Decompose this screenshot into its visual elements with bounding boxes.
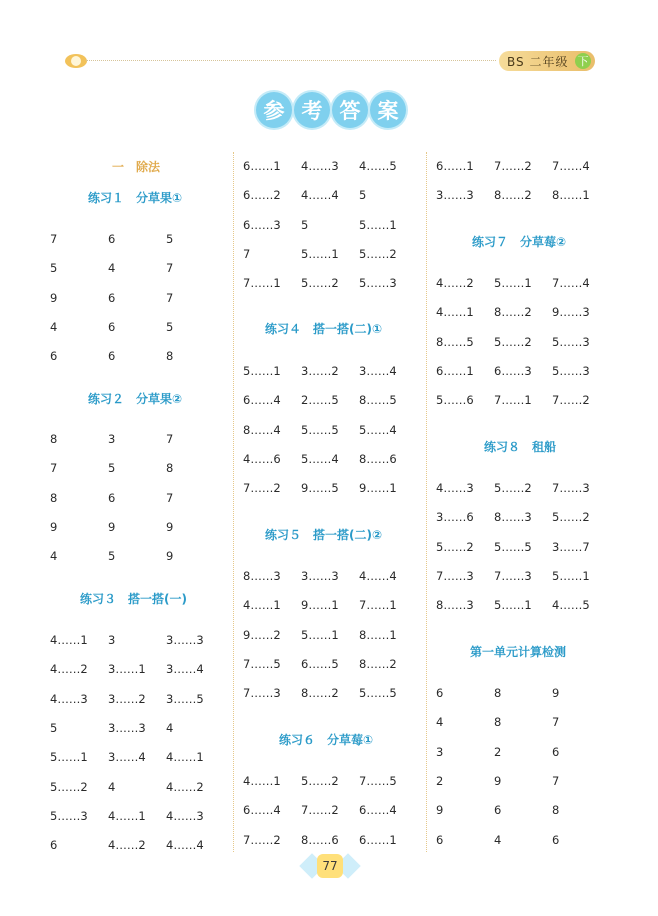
answer-cell: 9 [552, 686, 560, 700]
column-divider [426, 152, 427, 852]
answer-row [243, 481, 417, 495]
answer-cell: 6……4 [243, 803, 281, 818]
answer-cell: 8……5 [359, 393, 397, 408]
answer-cell: 4……4 [301, 188, 339, 203]
answer-cell: 7……5 [359, 774, 397, 788]
answer-cell: 3 [108, 633, 116, 647]
answer-row [436, 774, 610, 788]
answer-cell: 4……3 [301, 159, 339, 173]
answer-cell: 4 [166, 720, 174, 735]
answer-cell: 9……1 [359, 481, 397, 496]
answer-row [436, 481, 610, 495]
answer-cell: 4……6 [243, 451, 281, 466]
answer-cell: 8……5 [436, 334, 474, 349]
answer-cell: 5 [301, 217, 309, 232]
answer-cell: 5……2 [301, 276, 339, 291]
answer-cell: 5……3 [359, 276, 397, 291]
answer-cell: 8……4 [243, 422, 281, 437]
answer-row [243, 774, 417, 788]
answer-row [50, 662, 224, 676]
answer-row [436, 715, 610, 729]
answer-cell: 8……3 [436, 598, 474, 613]
answer-row [436, 335, 610, 349]
answer-cell: 5……2 [301, 774, 339, 788]
answer-cell: 4 [494, 832, 502, 847]
answer-row [243, 276, 417, 290]
answer-cell: 8……3 [243, 569, 281, 583]
answer-row [50, 432, 224, 446]
answer-cell: 3……1 [108, 662, 146, 677]
answer-cell: 3……5 [166, 691, 204, 706]
answer-row [50, 809, 224, 823]
answer-cell: 6 [108, 290, 116, 305]
answer-cell: 7 [50, 461, 58, 476]
answer-row [436, 833, 610, 847]
answer-row [50, 838, 224, 852]
answer-cell: 5……2 [359, 246, 397, 261]
answer-cell: 4 [108, 779, 116, 794]
section-heading: 练习２ 分草果② [88, 392, 183, 406]
answer-cell: 6 [108, 349, 116, 364]
answer-cell: 5……2 [436, 539, 474, 554]
answer-cell: 9 [166, 519, 174, 534]
answer-cell: 5……3 [552, 363, 590, 378]
answer-cell: 4 [50, 319, 58, 334]
answer-cell: 7……1 [359, 598, 397, 613]
page-number-badge [303, 852, 357, 880]
answer-row [436, 745, 610, 759]
answer-cell: 2……5 [301, 393, 339, 408]
answer-cell: 5……4 [301, 451, 339, 466]
answer-row [50, 349, 224, 363]
answer-cell: 8……1 [552, 188, 590, 203]
answer-row [436, 159, 610, 173]
answer-cell: 7……5 [243, 656, 281, 671]
answer-cell: 6 [50, 838, 58, 853]
answer-cell: 7……1 [494, 393, 532, 408]
answer-row [50, 750, 224, 764]
answer-cell: 4 [50, 549, 58, 564]
answer-cell: 6 [436, 832, 444, 847]
answer-cell: 5 [108, 549, 116, 564]
answer-cell: 4……4 [359, 569, 397, 583]
answer-cell: 5……2 [494, 481, 532, 495]
answer-cell: 9……3 [552, 305, 590, 320]
answer-cell: 4 [108, 261, 116, 276]
section-heading: 练习６ 分草莓① [279, 733, 374, 747]
answer-row [243, 423, 417, 437]
answer-cell: 7……2 [552, 393, 590, 408]
answer-cell: 7……2 [243, 832, 281, 847]
answer-cell: 4……1 [436, 305, 474, 320]
answer-cell: 7 [243, 246, 251, 261]
semester-badge: 下 [575, 53, 591, 69]
title-char: 参 [256, 92, 292, 128]
answer-cell: 7……3 [243, 686, 281, 701]
answer-row [436, 188, 610, 202]
answer-row [436, 276, 610, 290]
answer-cell: 6……3 [243, 217, 281, 232]
answer-cell: 5……3 [552, 334, 590, 349]
section-heading: 练习１ 分草果① [88, 191, 183, 205]
answer-cell: 8 [50, 490, 58, 505]
title-char: 答 [332, 92, 368, 128]
answer-cell: 6……1 [436, 363, 474, 378]
answer-cell: 8 [50, 432, 58, 446]
answer-row [50, 780, 224, 794]
answer-cell: 7 [166, 290, 174, 305]
answer-cell: 2 [494, 744, 502, 759]
answer-cell: 6……4 [359, 803, 397, 818]
answer-cell: 5 [50, 720, 58, 735]
answer-cell: 7……4 [552, 276, 590, 290]
grade-label: BS 二年级 [507, 54, 569, 69]
answer-cell: 7……3 [552, 481, 590, 495]
answer-row [243, 628, 417, 642]
answer-cell: 6……4 [243, 393, 281, 408]
answer-cell: 4……1 [243, 598, 281, 613]
answer-cell: 5……1 [552, 568, 590, 583]
answer-cell: 8 [494, 715, 502, 730]
answer-cell: 7 [552, 773, 560, 788]
answer-cell: 5……2 [50, 779, 88, 794]
answer-cell: 9 [436, 803, 444, 818]
answer-cell: 6 [552, 744, 560, 759]
answer-cell: 8 [166, 461, 174, 476]
answer-cell: 7 [166, 261, 174, 276]
answer-cell: 7 [552, 715, 560, 730]
answer-cell: 7……2 [243, 481, 281, 496]
answer-cell: 4……2 [166, 779, 204, 794]
answer-cell: 6 [108, 319, 116, 334]
answer-cell: 9……1 [301, 598, 339, 613]
answer-cell: 7……2 [301, 803, 339, 818]
answer-cell: 9 [50, 290, 58, 305]
answer-cell: 6 [108, 490, 116, 505]
answer-row [243, 803, 417, 817]
answer-cell: 5……2 [552, 510, 590, 525]
answer-cell: 8……2 [301, 686, 339, 701]
answer-cell: 8……6 [359, 451, 397, 466]
answer-row [243, 833, 417, 847]
answer-cell: 4 [436, 715, 444, 730]
answer-cell: 3……3 [166, 633, 204, 647]
answer-row [50, 692, 224, 706]
answer-cell: 4……1 [243, 774, 281, 788]
answer-row [50, 633, 224, 647]
answer-row [243, 188, 417, 202]
answer-row [436, 598, 610, 612]
page-number: 77 [317, 854, 343, 878]
answer-cell: 9……5 [301, 481, 339, 496]
section-heading: 练习５ 搭一搭(二)② [265, 528, 383, 542]
answer-row [50, 291, 224, 305]
answer-cell: 5 [166, 319, 174, 334]
answer-cell: 8……2 [494, 188, 532, 203]
answer-cell: 4……3 [436, 481, 474, 495]
answer-cell: 6……2 [243, 188, 281, 203]
answer-cell: 5……2 [494, 334, 532, 349]
answer-cell: 3 [108, 432, 116, 446]
answer-cell: 8……6 [301, 832, 339, 847]
answer-cell: 7……1 [243, 276, 281, 291]
answer-cell: 3……3 [108, 720, 146, 735]
answer-row [436, 305, 610, 319]
column-divider [233, 152, 234, 852]
answer-cell: 3 [436, 744, 444, 759]
answer-row [50, 491, 224, 505]
answer-cell: 8……1 [359, 627, 397, 642]
answer-row [436, 510, 610, 524]
answer-cell: 7……3 [436, 568, 474, 583]
answer-cell: 9 [166, 549, 174, 564]
section-heading: 第一单元计算检测 [470, 645, 567, 659]
answer-cell: 6 [552, 832, 560, 847]
title-char: 考 [294, 92, 330, 128]
title-char: 案 [370, 92, 406, 128]
answer-cell: 5……1 [243, 364, 281, 378]
answer-row [243, 218, 417, 232]
answer-cell: 9 [494, 773, 502, 788]
answer-cell: 7 [50, 232, 58, 246]
answer-row [243, 247, 417, 261]
answer-cell: 4……2 [108, 838, 146, 853]
answer-cell: 5……5 [301, 422, 339, 437]
answer-cell: 7……2 [494, 159, 532, 173]
answer-cell: 3……2 [301, 364, 339, 378]
answer-cell: 9……2 [243, 627, 281, 642]
answer-cell: 3……6 [436, 510, 474, 525]
answer-row [436, 393, 610, 407]
section-heading: 练习３ 搭一搭(一) [80, 592, 187, 606]
answer-cell: 5……1 [50, 750, 88, 765]
answer-cell: 6 [494, 803, 502, 818]
answer-cell: 4……5 [552, 598, 590, 613]
answer-row [50, 520, 224, 534]
answer-cell: 3……3 [301, 569, 339, 583]
answer-row [436, 569, 610, 583]
answer-cell: 5……1 [359, 217, 397, 232]
answer-row [436, 364, 610, 378]
answer-row [243, 569, 417, 583]
answer-cell: 5……1 [494, 598, 532, 613]
answer-cell: 6……1 [436, 159, 474, 173]
answer-cell: 6……1 [243, 159, 281, 173]
answer-cell: 5……1 [494, 276, 532, 290]
answer-row [243, 159, 417, 173]
answer-cell: 3……2 [108, 691, 146, 706]
answer-cell: 5 [359, 188, 367, 203]
answer-cell: 7 [166, 490, 174, 505]
answer-row [50, 549, 224, 563]
answer-cell: 8 [166, 349, 174, 364]
answer-cell: 5……1 [301, 627, 339, 642]
answer-row [50, 461, 224, 475]
answer-row [243, 686, 417, 700]
answer-cell: 7……4 [552, 159, 590, 173]
answer-cell: 5……1 [301, 246, 339, 261]
answer-cell: 3……3 [436, 188, 474, 203]
answer-cell: 9 [50, 519, 58, 534]
answer-cell: 4……1 [50, 633, 88, 647]
answer-row [243, 657, 417, 671]
answer-cell: 4……3 [50, 691, 88, 706]
answer-cell: 3……4 [166, 662, 204, 677]
answer-cell: 5……3 [50, 808, 88, 823]
answer-row [50, 320, 224, 334]
answer-cell: 4……1 [108, 808, 146, 823]
answer-cell: 4……4 [166, 838, 204, 853]
answer-cell: 7……3 [494, 568, 532, 583]
header-rule [86, 60, 496, 61]
answer-cell: 5 [50, 261, 58, 276]
answer-cell: 4……2 [50, 662, 88, 677]
answer-cell: 4……1 [166, 750, 204, 765]
answer-cell: 9 [108, 519, 116, 534]
answer-cell: 6……1 [359, 832, 397, 847]
answer-cell: 4……5 [359, 159, 397, 173]
answer-cell: 3……4 [108, 750, 146, 765]
answer-cell: 6 [108, 232, 116, 246]
answer-row [436, 540, 610, 554]
answer-cell: 8……2 [494, 305, 532, 320]
answer-cell: 3……7 [552, 539, 590, 554]
section-heading: 练习８ 租船 [484, 440, 557, 454]
answer-cell: 2 [436, 773, 444, 788]
logo-icon [64, 52, 88, 70]
page-title [256, 92, 406, 128]
answer-row [243, 364, 417, 378]
answer-cell: 8……2 [359, 656, 397, 671]
answer-cell: 5……4 [359, 422, 397, 437]
answer-row [243, 393, 417, 407]
section-heading: 练习４ 搭一搭(二)① [265, 322, 383, 336]
answer-cell: 5……5 [359, 686, 397, 701]
answer-cell: 8 [494, 686, 502, 700]
answer-cell: 6 [436, 686, 444, 700]
answer-row [50, 232, 224, 246]
answer-cell: 8……3 [494, 510, 532, 525]
unit-heading: 一 除法 [112, 160, 161, 174]
answer-cell: 7 [166, 432, 174, 446]
answer-cell: 5 [166, 232, 174, 246]
answer-row [243, 598, 417, 612]
answer-cell: 5 [108, 461, 116, 476]
answer-row [436, 686, 610, 700]
grade-tag [499, 51, 595, 71]
answer-cell: 6 [50, 349, 58, 364]
section-heading: 练习７ 分草莓② [472, 235, 567, 249]
answer-cell: 8 [552, 803, 560, 818]
answer-cell: 3……4 [359, 364, 397, 378]
answer-row [436, 803, 610, 817]
answer-cell: 6……3 [494, 363, 532, 378]
answer-cell: 4……3 [166, 808, 204, 823]
answer-row [50, 721, 224, 735]
answer-cell: 4……2 [436, 276, 474, 290]
answer-cell: 5……6 [436, 393, 474, 408]
answer-cell: 5……5 [494, 539, 532, 554]
answer-row [243, 452, 417, 466]
answer-row [50, 261, 224, 275]
answer-cell: 6……5 [301, 656, 339, 671]
